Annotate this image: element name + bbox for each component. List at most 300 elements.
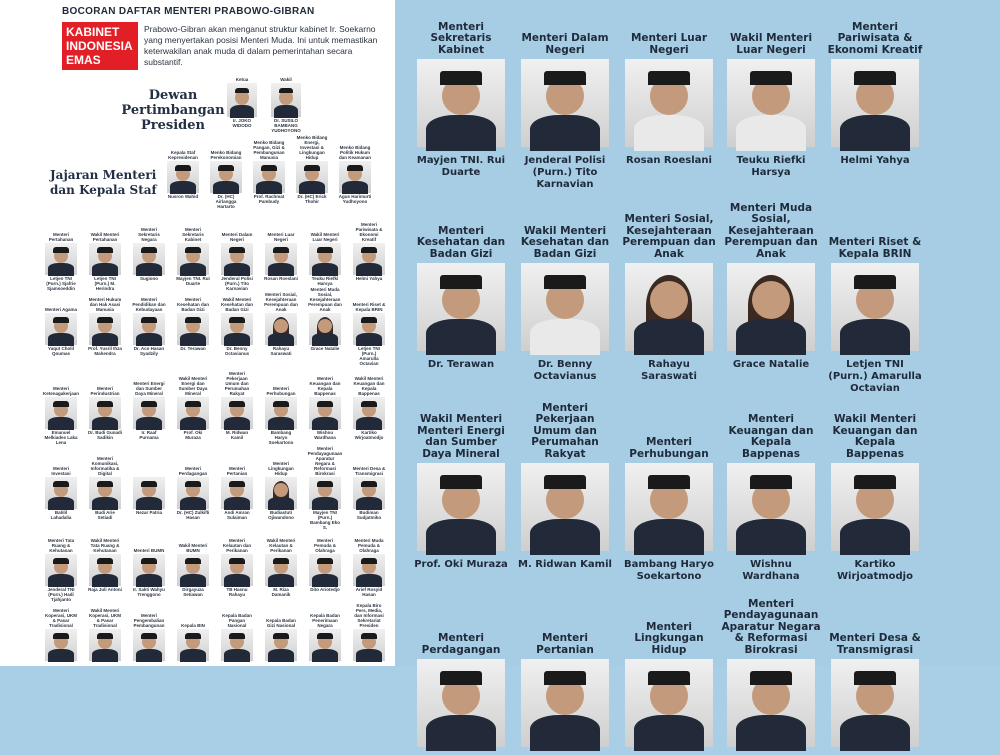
- minister-title: Wakil Menteri Luar Negeri: [729, 32, 813, 56]
- card-title: Menteri Ketenagakerjaan: [43, 386, 80, 396]
- card-photo: [221, 397, 253, 429]
- minister-name: Jenderal Polisi (Purn.) Tito Karnavian: [524, 155, 606, 190]
- minister-card: [411, 400, 511, 571]
- portrait-body: [48, 333, 74, 346]
- dpp-member: [224, 72, 260, 129]
- card-name: Dr. Terawan: [180, 346, 206, 351]
- card-name: Ir. Raaf Purnama: [139, 430, 159, 440]
- portrait-body: [356, 497, 382, 510]
- card-name: [132, 662, 166, 673]
- page-title: BOCORAN DAFTAR MENTERI PRABOWO-GIBRAN: [62, 6, 315, 17]
- portrait-hair: [750, 71, 792, 85]
- portrait-hair: [53, 247, 68, 252]
- portrait-hair: [53, 633, 68, 638]
- portrait-hair: [648, 671, 690, 685]
- card-name: Budiman Sudjatmiko: [356, 510, 382, 520]
- badge-line: KABINET: [66, 25, 120, 39]
- card-photo: [45, 554, 77, 586]
- portrait-hair: [317, 633, 332, 638]
- card-name: Jenderal TNI (Purn.) Hadi Tjahjanto: [47, 587, 75, 602]
- minister-card: [619, 608, 719, 755]
- card-photo: [353, 397, 385, 429]
- left-card: [352, 222, 386, 287]
- portrait-body: [268, 574, 294, 587]
- portrait-body: [92, 497, 118, 510]
- card-photo: [353, 629, 385, 661]
- portrait-hair: [261, 165, 276, 170]
- portrait-hair: [854, 275, 896, 289]
- minister-title: Wakil Menteri Keuangan dan Kepala Bappenas: [832, 413, 918, 460]
- portrait-hair: [273, 633, 288, 638]
- card-photo: [309, 313, 341, 345]
- left-card: [88, 226, 122, 291]
- card-title: Menteri Pendidikan dan Kebudayaan: [132, 297, 166, 312]
- minister-title: Menteri Pendayagunaan Aparatur Negara & Reformasi Birokrasi: [721, 597, 821, 656]
- portrait-hair: [229, 247, 244, 252]
- card-name: [308, 662, 342, 673]
- card-name: Ir. Sakti Wahyu Trenggono: [133, 587, 165, 597]
- card-title: Menteri Koperasi, UKM & Pasar Tradisional: [44, 608, 77, 628]
- card-name: Helmi Yahya: [355, 276, 383, 281]
- minister-name: Letjen TNI (Purn.) Amarulla Octavian: [828, 359, 922, 394]
- portrait-hair: [229, 481, 244, 486]
- card-title: Menteri Muda Pemuda & Olahraga: [354, 538, 384, 553]
- card-photo: [45, 313, 77, 345]
- card-title: Menteri Luar Negeri: [267, 232, 295, 242]
- minister-photo: [521, 263, 609, 351]
- card-photo: [221, 477, 253, 509]
- badge-line: INDONESIA: [66, 39, 133, 53]
- portrait-body: [736, 519, 806, 554]
- card-name: Dr. (HC) Airlangga Hartarto: [215, 194, 237, 209]
- card-title: Menteri Pertahanan: [48, 232, 74, 242]
- left-card: [220, 371, 254, 441]
- portrait-body: [92, 574, 118, 587]
- left-card: [220, 226, 254, 291]
- card-title: Menteri Hukum dan Hak Asasi Manusia: [88, 297, 122, 312]
- card-photo: [265, 397, 297, 429]
- card-title: Menteri Muda Sosial, Kesejahteraan Perempuan dan Anak: [308, 287, 342, 312]
- card-name: Letjen TNI (Purn.) Amarulla Octavian: [358, 346, 380, 366]
- left-card: [176, 537, 210, 598]
- minister-title: Menteri Perdagangan: [421, 632, 501, 656]
- minister-title: Wakil Menteri Menteri Energi dan Sumber Daya Mineral: [417, 413, 505, 460]
- minister-name: Dr. Terawan: [427, 359, 495, 370]
- card-name: Kartiko Wirjoatmodjo: [354, 430, 384, 440]
- card-title: Menteri Dalam Negeri: [221, 232, 253, 242]
- portrait-body: [356, 417, 382, 430]
- portrait-hair: [361, 401, 376, 406]
- card-name: [352, 662, 386, 673]
- left-card: [308, 612, 342, 673]
- left-card: [88, 456, 122, 521]
- minister-photo: [831, 59, 919, 147]
- portrait-hair: [317, 481, 332, 486]
- portrait-body: [634, 519, 704, 554]
- card-name: Mayjen TNI. Rui Duarte: [176, 276, 210, 286]
- portrait-body: [268, 649, 294, 662]
- card-name: [44, 662, 78, 673]
- left-card: [44, 537, 78, 602]
- left-card: [252, 140, 286, 205]
- dpp-label: Dewan Pertimbangan Presiden: [121, 88, 225, 133]
- portrait-hair: [53, 558, 68, 563]
- portrait-body: [256, 181, 282, 194]
- left-card: [88, 380, 122, 441]
- portrait-body: [224, 417, 250, 430]
- portrait-body: [268, 333, 294, 346]
- left-card: [295, 135, 329, 205]
- card-title: Menko Bidang Energi, Investasi & Lingkungan Hidup: [296, 135, 328, 160]
- member-title: Wakil: [280, 77, 292, 82]
- left-card: [132, 612, 166, 673]
- card-photo: [339, 161, 371, 193]
- card-photo: [221, 313, 253, 345]
- portrait-body: [356, 333, 382, 346]
- card-name: Prof. Yusril Ihza Mahendra: [88, 346, 122, 356]
- portrait-body: [136, 649, 162, 662]
- minister-photo: [727, 263, 815, 351]
- minister-name: Kartiko Wirjoatmodjo: [837, 559, 913, 582]
- card-name: Dr. Aco Hasan Syadzily: [133, 346, 165, 356]
- card-title: Menteri Sosial, Kesejahteraan Perempuan dan Anak: [264, 292, 298, 312]
- left-card: [220, 612, 254, 673]
- portrait-body: [530, 115, 600, 150]
- left-card: [264, 537, 298, 598]
- left-card: [176, 460, 210, 521]
- left-card: [307, 446, 343, 530]
- minister-photo: [521, 659, 609, 747]
- card-photo: [133, 397, 165, 429]
- minister-name: Prof. Oki Muraza: [414, 559, 508, 570]
- left-card: [352, 460, 386, 521]
- card-title: Wakil Menteri Energi dan Sumber Daya Mineral: [178, 376, 208, 396]
- minister-photo: [831, 263, 919, 351]
- left-card: [209, 144, 243, 209]
- portrait-hair: [229, 558, 244, 563]
- card-title: Menteri Lingkungan Hidup: [268, 461, 294, 476]
- card-title: Menteri Desa & Transmigrasi: [352, 466, 386, 476]
- portrait-hair: [235, 88, 249, 93]
- minister-photo: [625, 263, 713, 351]
- card-photo: [133, 243, 165, 275]
- member-photo: [271, 83, 301, 117]
- card-name: Nusron Wahid: [167, 194, 199, 199]
- portrait-hair: [185, 558, 200, 563]
- card-photo: [265, 477, 297, 509]
- card-title: Menko Bidang Pangan, Gizi & Pembangunan Manusia: [253, 140, 285, 160]
- card-name: Dito Ariotedjo: [310, 587, 340, 592]
- card-title: Wakil Menteri Koperasi, UKM & Pasar Tradisional: [88, 608, 121, 628]
- left-card: [308, 376, 342, 441]
- portrait-hair: [361, 317, 376, 322]
- card-title: Wakil Menteri BUMN: [178, 543, 208, 553]
- minister-title: Menteri Riset & Kepala BRIN: [828, 236, 922, 260]
- minister-title: Menteri Pariwisata & Ekonomi Kreatif: [827, 20, 923, 56]
- member-title: Ketua: [235, 77, 249, 82]
- portrait-hair: [218, 165, 233, 170]
- minister-title: Menteri Luar Negeri: [630, 32, 708, 56]
- card-photo: [309, 477, 341, 509]
- card-title: Menteri Tata Ruang & Kehutanan: [47, 538, 75, 553]
- portrait-body: [92, 333, 118, 346]
- minister-photo: [417, 59, 505, 147]
- card-photo: [133, 629, 165, 661]
- portrait-hair: [279, 88, 293, 93]
- portrait-body: [268, 417, 294, 430]
- left-card: [264, 460, 298, 521]
- card-title: Menteri Sekretaris Kabinet: [182, 227, 204, 242]
- minister-name: Wishnu Wardhana: [742, 559, 800, 582]
- portrait-hair: [175, 165, 190, 170]
- portrait-hair: [317, 558, 332, 563]
- portrait-hair: [141, 247, 156, 252]
- minister-photo: [625, 59, 713, 147]
- minister-name: Teuku Riefki Harsya: [736, 155, 806, 178]
- portrait-hair: [361, 481, 376, 486]
- portrait-hair: [141, 401, 156, 406]
- card-photo: [133, 477, 165, 509]
- card-photo: [221, 629, 253, 661]
- card-photo: [265, 243, 297, 275]
- minister-title: Menteri Lingkungan Hidup: [634, 620, 704, 656]
- card-name: Prof. Rachmat Pambudy: [253, 194, 285, 204]
- card-name: [88, 662, 122, 673]
- portrait-hair: [544, 671, 586, 685]
- portrait-hair: [185, 247, 200, 252]
- card-name: Dr. Budi Gunadi Sadikin: [88, 430, 123, 440]
- card-photo: [89, 554, 121, 586]
- portrait-body: [180, 417, 206, 430]
- portrait-body: [426, 115, 496, 150]
- card-title: Menteri Pekerjaan Umum dan Perumahan Rakyat: [224, 371, 250, 396]
- card-photo: [353, 243, 385, 275]
- minister-card: [515, 608, 615, 755]
- dpp-member: [268, 72, 304, 133]
- card-photo: [309, 629, 341, 661]
- card-name: Teuku Riefki Harsya: [311, 276, 339, 286]
- card-photo: [177, 243, 209, 275]
- portrait-body: [136, 263, 162, 276]
- card-photo: [353, 313, 385, 345]
- portrait-body: [268, 497, 294, 510]
- portrait-body: [180, 263, 206, 276]
- minister-photo: [625, 463, 713, 551]
- left-card: [352, 296, 386, 366]
- portrait-hair: [185, 317, 200, 322]
- card-title: Menteri Pertanian: [226, 466, 248, 476]
- portrait-body: [48, 649, 74, 662]
- card-name: Sugiono: [140, 276, 158, 281]
- portrait-body: [530, 715, 600, 750]
- portrait-hair: [440, 275, 482, 289]
- minister-card: [619, 400, 719, 583]
- card-name: Bambang Haryo Soekartono: [268, 430, 294, 445]
- left-card: [132, 460, 166, 521]
- card-title: Kepala Biro Pers, Media, dan Informasi Sekretariat Presiden: [354, 603, 384, 628]
- card-name: Jenderal Polisi (Purn.) Tito Karnavian: [221, 276, 253, 291]
- minister-photo: [417, 263, 505, 351]
- left-card: [308, 537, 342, 598]
- card-title: Menko Bidang Politik Hukum dan Keamanan: [338, 145, 371, 160]
- portrait-hair: [141, 633, 156, 638]
- left-card: [44, 226, 78, 291]
- minister-title: Menteri Sekretaris Kabinet: [430, 20, 492, 56]
- portrait-body: [92, 649, 118, 662]
- left-card: [176, 612, 210, 673]
- minister-card: [825, 608, 925, 755]
- portrait-body: [312, 333, 338, 346]
- left-card: [352, 537, 386, 598]
- card-photo: [177, 313, 209, 345]
- card-name: Budiastuti Ojiwandono: [268, 510, 294, 520]
- left-card: [176, 376, 210, 441]
- minister-title: Menteri Muda Sosial, Kesejahteraan Perempuan dan Anak: [724, 201, 818, 260]
- cabinet-label: Jajaran Menteri dan Kepala Staf: [50, 168, 157, 197]
- minister-card: [619, 208, 719, 383]
- portrait-body: [48, 263, 74, 276]
- portrait-body: [299, 181, 325, 194]
- card-title: Menteri Perhubungan: [266, 386, 296, 396]
- portrait-hair: [53, 401, 68, 406]
- cabinet-badge: [62, 22, 138, 70]
- minister-title: Wakil Menteri Kesehatan dan Badan Gizi: [520, 224, 610, 260]
- portrait-body: [180, 649, 206, 662]
- minister-title: Menteri Pekerjaan Umum dan Perumahan Rakyat: [531, 401, 599, 460]
- card-title: Menteri BUMN: [133, 548, 165, 553]
- minister-name: Rosan Roeslani: [626, 155, 712, 166]
- minister-name: Rahayu Saraswati: [641, 359, 697, 382]
- portrait-hair: [229, 633, 244, 638]
- card-title: Menteri Pendayagunaan Aparatur Negara & Reformasi Birokrasi: [307, 446, 343, 476]
- portrait-hair: [97, 401, 112, 406]
- left-card: [44, 296, 78, 357]
- card-name: [176, 662, 210, 673]
- left-card: [264, 226, 298, 287]
- portrait-hair: [141, 317, 156, 322]
- card-title: Menteri Kesehatan dan Badan Gizi: [176, 297, 209, 312]
- portrait-body: [426, 319, 496, 354]
- portrait-body: [840, 319, 910, 354]
- portrait-hair: [317, 401, 332, 406]
- card-photo: [89, 313, 121, 345]
- card-name: Wishnu Wardhana: [314, 430, 336, 440]
- portrait-body: [136, 497, 162, 510]
- card-name: Andi Amran Sulaiman: [224, 510, 250, 520]
- card-photo: [133, 313, 165, 345]
- minister-name: Dr. Benny Octavianus: [533, 359, 597, 382]
- card-title: Wakil Menteri Kesehatan dan Badan Gizi: [220, 297, 253, 312]
- card-title: Menteri Riset & Kepala BRIN: [352, 302, 386, 312]
- minister-card: [515, 8, 615, 191]
- card-title: Menteri Sekretaris Negara: [138, 227, 160, 242]
- minister-name: Bambang Haryo Soekartono: [624, 559, 714, 582]
- portrait-hair: [53, 481, 68, 486]
- portrait-body: [634, 115, 704, 150]
- left-card: [88, 537, 122, 598]
- card-title: Kepala Staf Kepresidenan: [168, 150, 198, 160]
- card-photo: [45, 477, 77, 509]
- minister-photo: [727, 463, 815, 551]
- portrait-body: [736, 319, 806, 354]
- left-card: [338, 144, 372, 205]
- card-name: TB Hasnu Rahayu: [226, 587, 248, 597]
- portrait-body: [213, 181, 239, 194]
- portrait-body: [224, 574, 250, 587]
- portrait-hair: [854, 671, 896, 685]
- left-card: [264, 380, 298, 445]
- card-title: Kepala Badan Gizi Nasional: [266, 618, 296, 628]
- card-name: Rahayu Saraswati: [270, 346, 292, 356]
- portrait-body: [356, 263, 382, 276]
- card-name: Dr. Benny Octavianus: [224, 346, 250, 356]
- left-card: [220, 460, 254, 521]
- minister-card: [411, 8, 511, 179]
- card-photo: [177, 629, 209, 661]
- card-title: Kepala Badan Penerimaan Negara: [310, 613, 340, 628]
- card-name: M. Ridwan Kamil: [225, 430, 249, 440]
- minister-photo: [521, 463, 609, 551]
- card-name: M. Riza Damanik: [271, 587, 291, 597]
- portrait-hair: [440, 71, 482, 85]
- portrait-hair: [229, 317, 244, 322]
- card-photo: [221, 554, 253, 586]
- portrait-hair: [648, 475, 690, 489]
- minister-card: [721, 8, 821, 179]
- minister-photo: [831, 659, 919, 747]
- minister-photo: [417, 659, 505, 747]
- portrait-hair: [544, 275, 586, 289]
- minister-card: [721, 400, 821, 583]
- portrait-body: [224, 649, 250, 662]
- card-photo: [296, 161, 328, 193]
- portrait-hair: [229, 401, 244, 406]
- portrait-hair: [273, 401, 288, 406]
- left-card: [308, 287, 342, 357]
- portrait-body: [180, 574, 206, 587]
- card-photo: [45, 397, 77, 429]
- badge-line: EMAS: [66, 53, 101, 67]
- minister-title: Menteri Pertanian: [536, 632, 594, 656]
- portrait-hair: [273, 247, 288, 252]
- portrait-body: [530, 519, 600, 554]
- card-title: Wakil Menteri Pertahanan: [90, 232, 120, 242]
- portrait-body: [48, 497, 74, 510]
- portrait-hair: [97, 558, 112, 563]
- member-name: Dr. SUSILO BAMBANG YUDHOYONO: [271, 118, 301, 133]
- minister-photo: [727, 59, 815, 147]
- card-photo: [253, 161, 285, 193]
- portrait-hair: [544, 475, 586, 489]
- left-card: [43, 380, 80, 445]
- minister-title: Menteri Keuangan dan Kepala Bappenas: [728, 413, 814, 460]
- minister-photo: [727, 659, 815, 747]
- portrait-body: [230, 105, 254, 119]
- portrait-body: [530, 319, 600, 354]
- minister-title: Menteri Perhubungan: [629, 436, 709, 460]
- card-name: Rosan Roeslani: [264, 276, 298, 281]
- card-photo: [309, 554, 341, 586]
- card-title: Menteri Perdagangan: [178, 466, 208, 476]
- minister-card: [619, 8, 719, 167]
- minister-photo: [831, 463, 919, 551]
- portrait-body: [136, 417, 162, 430]
- card-title: Menteri Perindustrian: [90, 386, 120, 396]
- portrait-body: [312, 574, 338, 587]
- card-name: Dirgayuza Setiawan: [182, 587, 204, 597]
- card-name: Dr. (HC) Zulkifli Hasan: [176, 510, 210, 520]
- portrait-body: [224, 497, 250, 510]
